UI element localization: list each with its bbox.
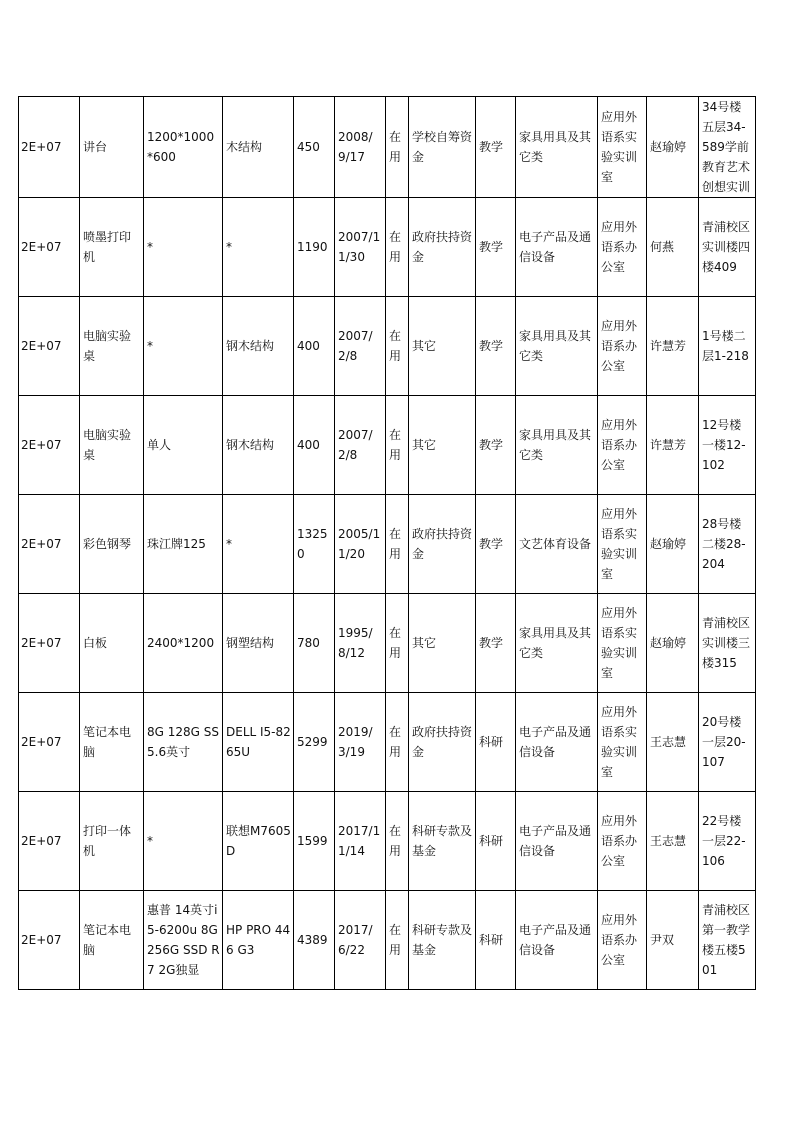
model-cell: 钢木结构 <box>223 396 294 495</box>
price-cell: 780 <box>294 594 335 693</box>
asset-name-cell: 打印一体机 <box>80 792 144 891</box>
acquired-date-cell: 2007/2/8 <box>335 396 386 495</box>
asset-table <box>18 96 756 990</box>
funding-source-cell: 科研专款及基金 <box>409 792 476 891</box>
custodian-cell: 赵瑜婷 <box>647 97 699 198</box>
location-cell: 34号楼五层34-589学前教育艺术创想实训 <box>699 97 756 198</box>
category-cell: 家具用具及其它类 <box>516 594 598 693</box>
location-cell: 青浦校区实训楼三楼315 <box>699 594 756 693</box>
asset-name-cell: 电脑实验桌 <box>80 396 144 495</box>
price-cell: 450 <box>294 97 335 198</box>
price-cell: 4389 <box>294 891 335 990</box>
department-cell: 应用外语系实验实训室 <box>598 594 647 693</box>
model-cell: * <box>223 495 294 594</box>
model-cell: * <box>223 198 294 297</box>
funding-source-cell: 其它 <box>409 594 476 693</box>
custodian-cell: 赵瑜婷 <box>647 594 699 693</box>
asset-code-cell: 2E+07 <box>19 297 80 396</box>
model-cell: 钢木结构 <box>223 297 294 396</box>
acquired-date-cell: 2007/2/8 <box>335 297 386 396</box>
usage-status-cell: 在用 <box>386 396 409 495</box>
table-row <box>19 297 756 396</box>
department-cell: 应用外语系办公室 <box>598 792 647 891</box>
acquired-date-cell: 2005/11/20 <box>335 495 386 594</box>
asset-name-cell: 电脑实验桌 <box>80 297 144 396</box>
custodian-cell: 王志慧 <box>647 693 699 792</box>
usage-status-cell: 在用 <box>386 693 409 792</box>
asset-name-cell: 彩色钢琴 <box>80 495 144 594</box>
department-cell: 应用外语系办公室 <box>598 198 647 297</box>
location-cell: 20号楼一层20-107 <box>699 693 756 792</box>
price-cell: 1190 <box>294 198 335 297</box>
category-cell: 家具用具及其它类 <box>516 97 598 198</box>
asset-code-cell: 2E+07 <box>19 396 80 495</box>
acquired-date-cell: 2019/3/19 <box>335 693 386 792</box>
usage-direction-cell: 教学 <box>476 198 516 297</box>
custodian-cell: 王志慧 <box>647 792 699 891</box>
custodian-cell: 许慧芳 <box>647 297 699 396</box>
custodian-cell: 赵瑜婷 <box>647 495 699 594</box>
usage-direction-cell: 科研 <box>476 792 516 891</box>
location-cell: 12号楼一楼12-102 <box>699 396 756 495</box>
usage-status-cell: 在用 <box>386 594 409 693</box>
usage-direction-cell: 科研 <box>476 693 516 792</box>
spec-cell: * <box>144 297 223 396</box>
funding-source-cell: 政府扶持资金 <box>409 495 476 594</box>
department-cell: 应用外语系办公室 <box>598 297 647 396</box>
department-cell: 应用外语系实验实训室 <box>598 97 647 198</box>
asset-code-cell: 2E+07 <box>19 198 80 297</box>
custodian-cell: 许慧芳 <box>647 396 699 495</box>
location-cell: 青浦校区第一教学楼五楼501 <box>699 891 756 990</box>
asset-code-cell: 2E+07 <box>19 495 80 594</box>
category-cell: 家具用具及其它类 <box>516 297 598 396</box>
custodian-cell: 尹双 <box>647 891 699 990</box>
table-row <box>19 792 756 891</box>
table-row <box>19 97 756 198</box>
department-cell: 应用外语系办公室 <box>598 891 647 990</box>
acquired-date-cell: 1995/8/12 <box>335 594 386 693</box>
asset-name-cell: 白板 <box>80 594 144 693</box>
asset-name-cell: 笔记本电脑 <box>80 693 144 792</box>
acquired-date-cell: 2007/11/30 <box>335 198 386 297</box>
price-cell: 400 <box>294 297 335 396</box>
price-cell: 5299 <box>294 693 335 792</box>
custodian-cell: 何燕 <box>647 198 699 297</box>
location-cell: 28号楼二楼28-204 <box>699 495 756 594</box>
category-cell: 电子产品及通信设备 <box>516 891 598 990</box>
usage-direction-cell: 教学 <box>476 594 516 693</box>
department-cell: 应用外语系实验实训室 <box>598 495 647 594</box>
usage-direction-cell: 科研 <box>476 891 516 990</box>
usage-status-cell: 在用 <box>386 495 409 594</box>
category-cell: 文艺体育设备 <box>516 495 598 594</box>
spec-cell: 惠普 14英寸i5-6200u 8G 256G SSD R7 2G独显 <box>144 891 223 990</box>
acquired-date-cell: 2017/6/22 <box>335 891 386 990</box>
funding-source-cell: 其它 <box>409 396 476 495</box>
usage-status-cell: 在用 <box>386 891 409 990</box>
model-cell: 联想M7605D <box>223 792 294 891</box>
usage-direction-cell: 教学 <box>476 396 516 495</box>
usage-status-cell: 在用 <box>386 792 409 891</box>
usage-status-cell: 在用 <box>386 297 409 396</box>
price-cell: 400 <box>294 396 335 495</box>
funding-source-cell: 科研专款及基金 <box>409 891 476 990</box>
table-row <box>19 693 756 792</box>
usage-status-cell: 在用 <box>386 198 409 297</box>
department-cell: 应用外语系办公室 <box>598 396 647 495</box>
category-cell: 电子产品及通信设备 <box>516 693 598 792</box>
funding-source-cell: 学校自筹资金 <box>409 97 476 198</box>
model-cell: HP PRO 446 G3 <box>223 891 294 990</box>
usage-direction-cell: 教学 <box>476 97 516 198</box>
price-cell: 13250 <box>294 495 335 594</box>
table-row <box>19 891 756 990</box>
funding-source-cell: 其它 <box>409 297 476 396</box>
location-cell: 22号楼一层22-106 <box>699 792 756 891</box>
table-row <box>19 495 756 594</box>
asset-code-cell: 2E+07 <box>19 891 80 990</box>
usage-direction-cell: 教学 <box>476 495 516 594</box>
model-cell: 木结构 <box>223 97 294 198</box>
asset-code-cell: 2E+07 <box>19 792 80 891</box>
asset-name-cell: 讲台 <box>80 97 144 198</box>
spec-cell: * <box>144 792 223 891</box>
funding-source-cell: 政府扶持资金 <box>409 693 476 792</box>
table-body <box>19 97 756 990</box>
price-cell: 1599 <box>294 792 335 891</box>
location-cell: 青浦校区实训楼四楼409 <box>699 198 756 297</box>
asset-code-cell: 2E+07 <box>19 97 80 198</box>
asset-name-cell: 笔记本电脑 <box>80 891 144 990</box>
usage-status-cell: 在用 <box>386 97 409 198</box>
category-cell: 电子产品及通信设备 <box>516 198 598 297</box>
acquired-date-cell: 2017/11/14 <box>335 792 386 891</box>
acquired-date-cell: 2008/9/17 <box>335 97 386 198</box>
funding-source-cell: 政府扶持资金 <box>409 198 476 297</box>
asset-name-cell: 喷墨打印机 <box>80 198 144 297</box>
spec-cell: 2400*1200 <box>144 594 223 693</box>
asset-code-cell: 2E+07 <box>19 693 80 792</box>
table-row <box>19 396 756 495</box>
asset-code-cell: 2E+07 <box>19 594 80 693</box>
spec-cell: * <box>144 198 223 297</box>
spec-cell: 8G 128G SS 5.6英寸 <box>144 693 223 792</box>
model-cell: 钢塑结构 <box>223 594 294 693</box>
spec-cell: 珠江牌125 <box>144 495 223 594</box>
spec-cell: 1200*1000*600 <box>144 97 223 198</box>
category-cell: 家具用具及其它类 <box>516 396 598 495</box>
table-row <box>19 198 756 297</box>
usage-direction-cell: 教学 <box>476 297 516 396</box>
model-cell: DELL I5-8265U <box>223 693 294 792</box>
category-cell: 电子产品及通信设备 <box>516 792 598 891</box>
spec-cell: 单人 <box>144 396 223 495</box>
department-cell: 应用外语系实验实训室 <box>598 693 647 792</box>
table-row <box>19 594 756 693</box>
location-cell: 1号楼二层1-218 <box>699 297 756 396</box>
